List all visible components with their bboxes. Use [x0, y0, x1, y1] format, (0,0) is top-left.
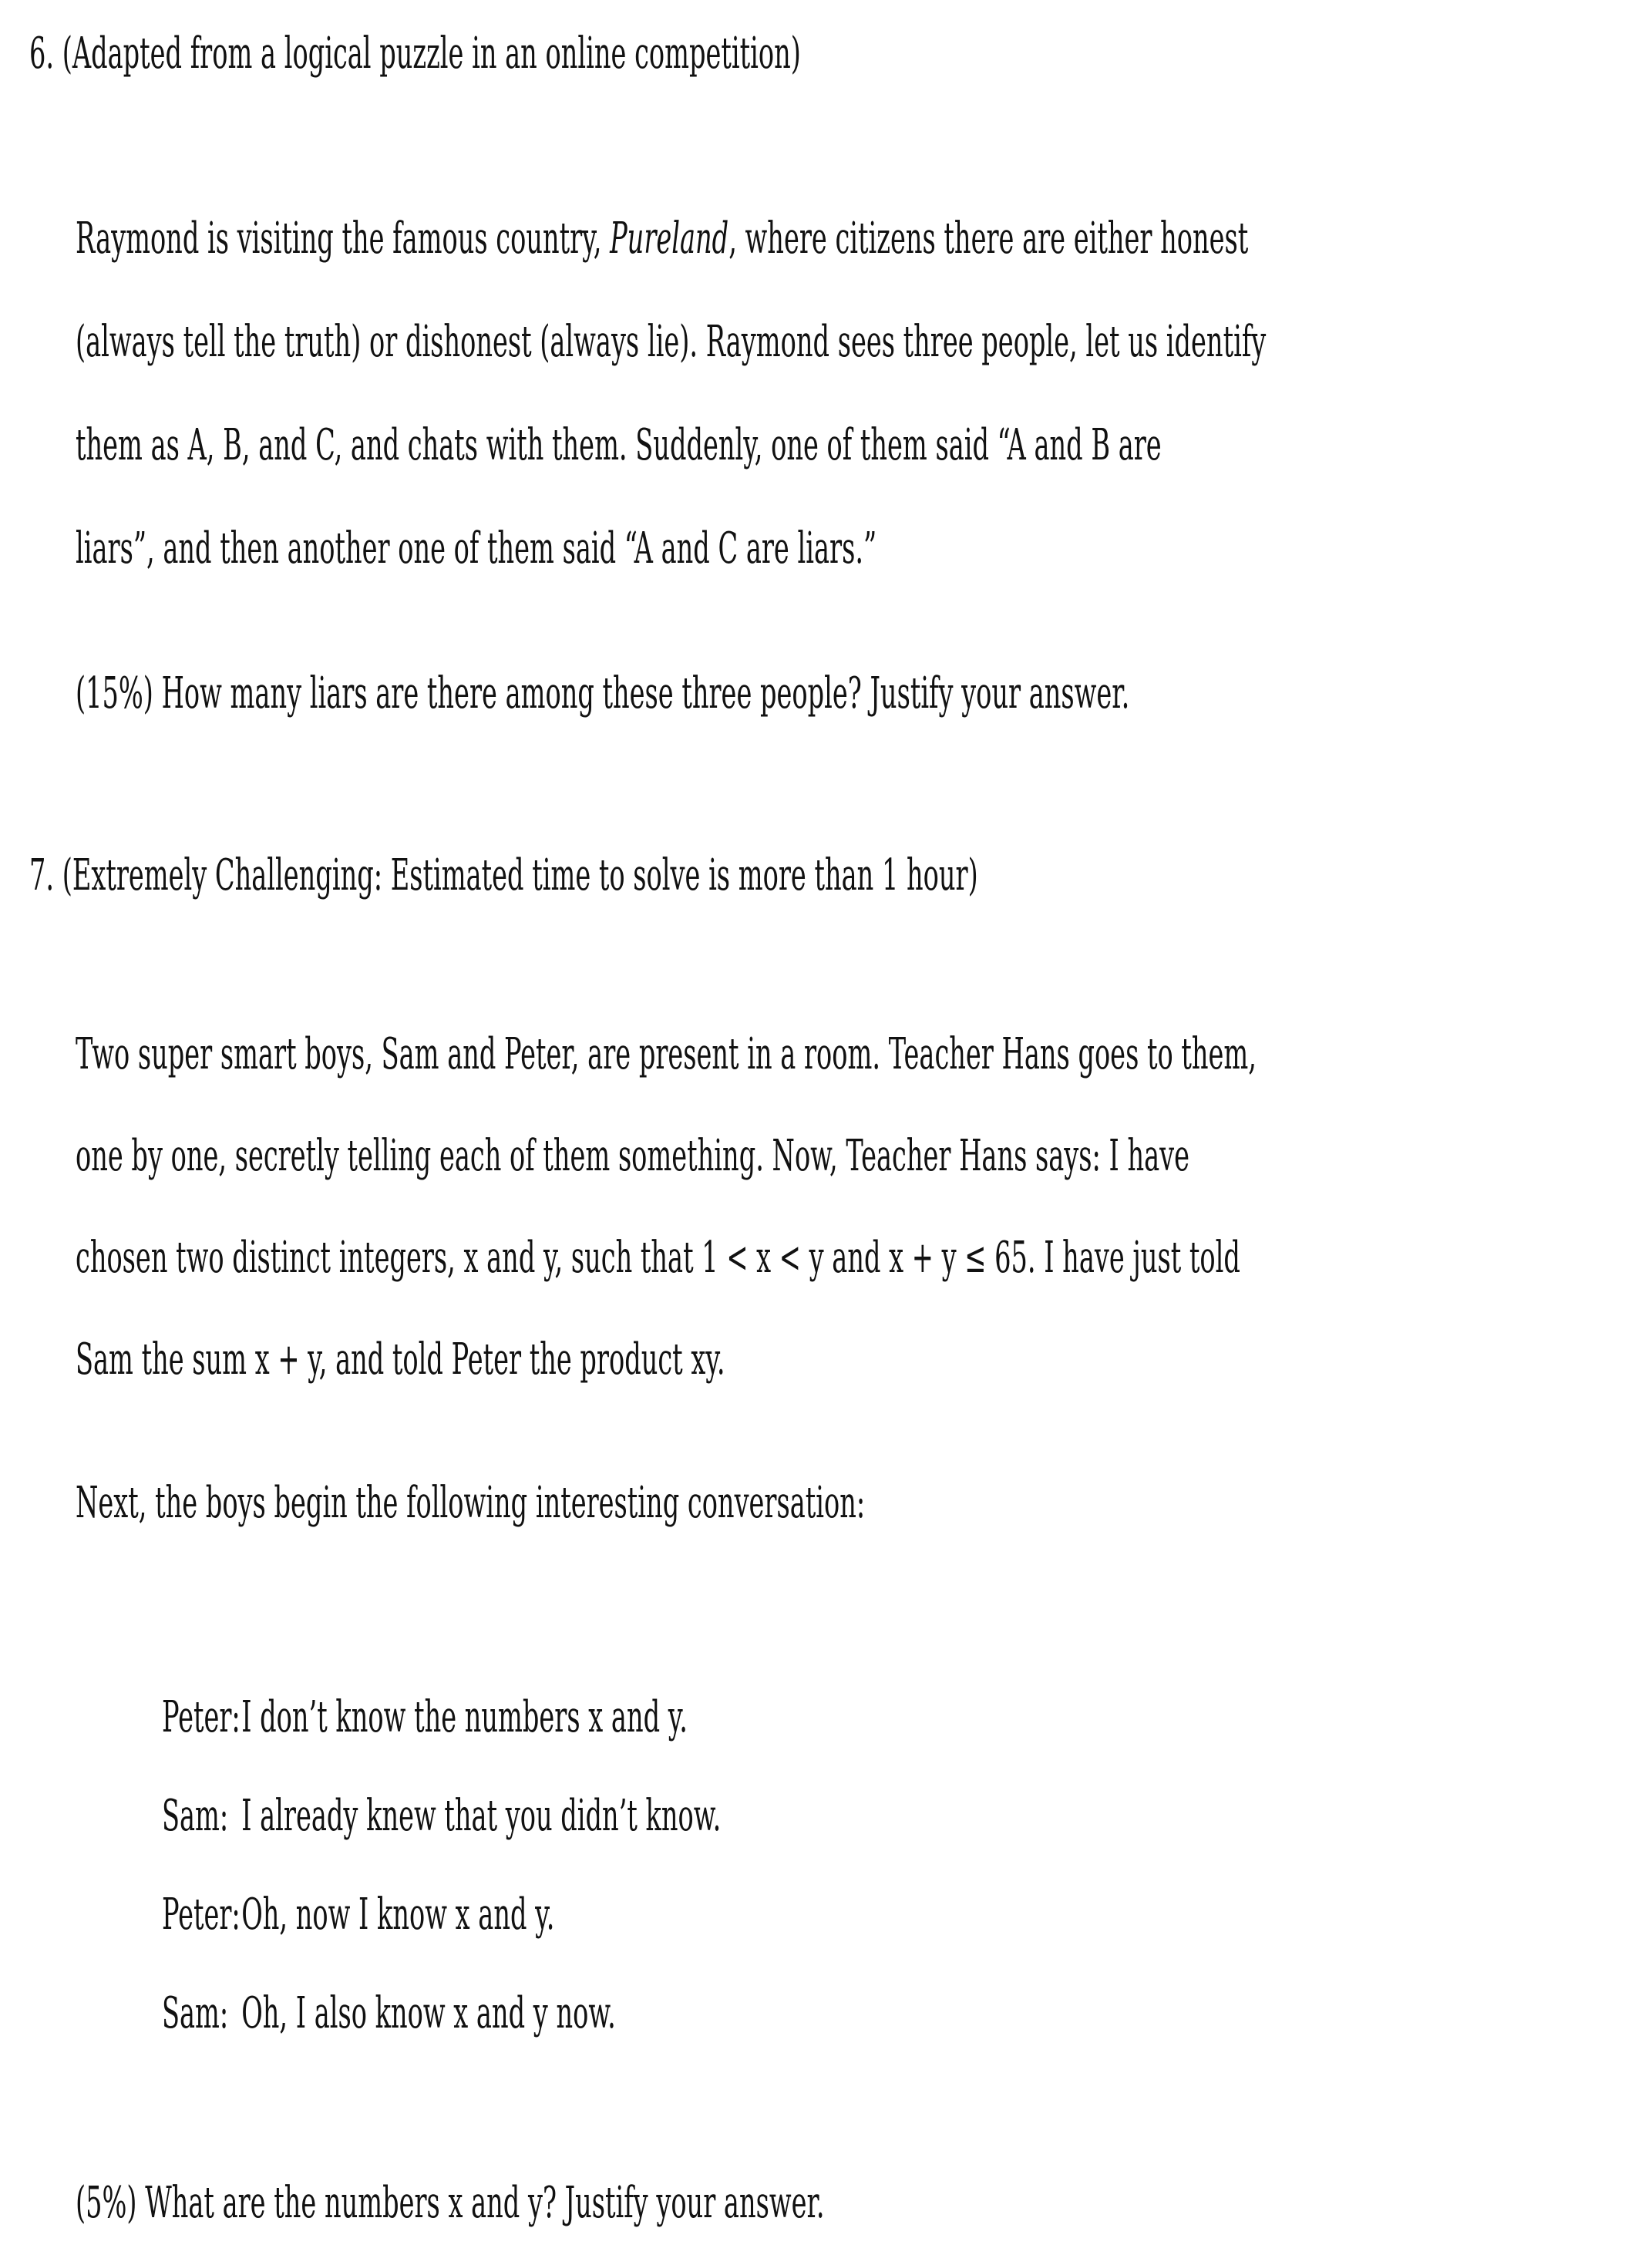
- q6-paragraph-line-2: (always tell the truth) or dishonest (always lie). Raymond sees three people, let us identify: [76, 317, 1267, 367]
- q7-paragraph-line-1: Two super smart boys, Sam and Peter, are present in a room. Teacher Hans goes to them,: [76, 1029, 1257, 1079]
- dialogue-text: I already knew that you didn’t know.: [241, 1791, 722, 1841]
- dialogue-speaker: Sam:: [162, 1988, 229, 2038]
- q7-question: (5%) What are the numbers x and y? Justify your answer.: [76, 2178, 825, 2228]
- dialogue-speaker: Peter:: [162, 1890, 241, 1940]
- dialogue-speaker: Peter:: [162, 1692, 241, 1742]
- q6-line1-part3: , where citizens there are either honest: [728, 214, 1249, 264]
- q6-country-name: Pureland: [610, 214, 729, 264]
- q6-question: (15%) How many liars are there among these three people? Justify your answer.: [76, 668, 1130, 719]
- dialogue-line: [162, 1688, 688, 1747]
- q6-paragraph-line-3: them as A, B, and C, and chats with them. Suddenly, one of them said “A and B are: [76, 420, 1162, 470]
- q7-paragraph-line-4: Sam the sum x + y, and told Peter the product xy.: [76, 1334, 725, 1385]
- dialogue-text: Oh, I also know x and y now.: [241, 1988, 616, 2038]
- q7-paragraph-line-2: one by one, secretly telling each of them something. Now, Teacher Hans says: I have: [76, 1131, 1190, 1181]
- q6-heading: 6. (Adapted from a logical puzzle in an online competition): [29, 29, 801, 79]
- q7-heading: 7. (Extremely Challenging: Estimated time to solve is more than 1 hour): [29, 850, 978, 900]
- q6-paragraph-line-1: [76, 210, 1643, 268]
- q7-intro: Next, the boys begin the following interesting conversation:: [76, 1478, 866, 1528]
- dialogue-line: [162, 1886, 554, 1944]
- dialogue-speaker: Sam:: [162, 1791, 229, 1841]
- q7-paragraph-line-3: chosen two distinct integers, x and y, such that 1 < x < y and x + y ≤ 65. I have just told: [76, 1233, 1240, 1283]
- dialogue-line: [162, 1984, 616, 2043]
- dialogue-text: Oh, now I know x and y.: [241, 1890, 555, 1940]
- dialogue-line: [162, 1787, 721, 1846]
- q6-line1-part1: Raymond is visiting the famous country,: [76, 214, 611, 264]
- q6-paragraph-line-4: liars”, and then another one of them said “A and C are liars.”: [76, 523, 877, 574]
- dialogue-text: I don’t know the numbers x and y.: [241, 1692, 688, 1742]
